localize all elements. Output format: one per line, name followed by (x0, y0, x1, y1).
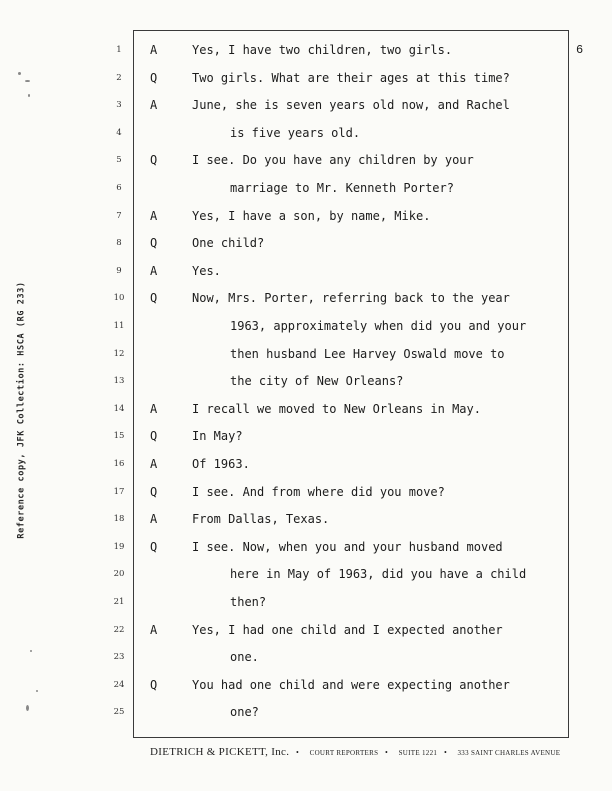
speaker-marker: A (150, 457, 158, 471)
line-number: 15 (113, 431, 125, 442)
speaker-marker: Q (150, 677, 158, 692)
transcript-text: one. (230, 650, 259, 665)
footer-separator: • (443, 748, 447, 757)
scan-speck (18, 72, 21, 75)
transcript-text: From Dallas, Texas. (192, 512, 330, 527)
speaker-marker: Q (150, 153, 158, 168)
side-stamp-text: Reference copy, JFK Collection: HSCA (RG 233) (17, 281, 28, 539)
line-number: 20 (113, 569, 125, 580)
transcript-text: 1963, approximately when did you and your (230, 319, 527, 333)
speaker-marker: A (150, 208, 158, 223)
footer-address: 333 SAINT CHARLES AVENUE (457, 749, 561, 757)
transcript-text: I see. Do you have any children by your (192, 153, 474, 168)
scan-speck (28, 94, 30, 97)
line-number: 9 (116, 265, 122, 276)
line-number: 23 (113, 652, 125, 663)
transcript-text: here in May of 1963, did you have a child (230, 567, 527, 582)
line-number: 8 (116, 238, 122, 249)
line-number: 11 (113, 321, 125, 331)
page-number: 6 (576, 43, 584, 57)
transcript-text: You had one child and were expecting another (192, 677, 510, 692)
speaker-marker: A (150, 512, 158, 527)
transcript-text: the city of New Orleans? (230, 374, 404, 389)
transcript-text: One child? (192, 236, 265, 251)
speaker-marker: Q (150, 539, 158, 554)
footer-services: COURT REPORTERS (309, 749, 379, 757)
line-number: 6 (116, 183, 122, 193)
line-number: 22 (113, 624, 125, 635)
speaker-marker: Q (150, 291, 158, 306)
line-number: 21 (113, 597, 125, 607)
scan-speck (26, 705, 29, 711)
speaker-marker: Q (150, 236, 158, 251)
transcript-text: Yes, I have a son, by name, Mike. (192, 208, 431, 223)
transcript-text: one? (230, 705, 259, 720)
line-number: 13 (113, 376, 125, 387)
transcript-text: I recall we moved to New Orleans in May. (192, 401, 481, 416)
page-frame-bottom-rule (133, 737, 569, 738)
line-number: 14 (113, 403, 125, 414)
transcript-text: then husband Lee Harvey Oswald move to (230, 346, 505, 361)
page-frame-right-rule (568, 30, 569, 738)
line-number: 24 (113, 679, 125, 690)
line-number: 1 (116, 45, 122, 55)
line-number: 18 (113, 514, 125, 525)
line-number: 12 (113, 348, 125, 359)
transcript-text: marriage to Mr. Kenneth Porter? (230, 181, 454, 195)
transcript-text: then? (230, 595, 267, 609)
transcript-text: is five years old. (230, 125, 361, 140)
line-number: 5 (116, 155, 122, 166)
speaker-marker: Q (150, 429, 158, 444)
transcript-text: Yes. (192, 263, 221, 278)
line-number: 2 (116, 72, 122, 83)
transcript-text: I see. Now, when you and your husband moved (192, 539, 503, 554)
scan-speck (30, 650, 32, 652)
speaker-marker: A (150, 98, 158, 113)
line-number: 10 (113, 293, 125, 304)
speaker-marker: A (150, 622, 158, 637)
speaker-marker: Q (150, 70, 158, 85)
transcript-text: Two girls. What are their ages at this time? (192, 70, 510, 85)
line-number: 7 (116, 210, 122, 221)
transcript-text: Yes, I have two children, two girls. (192, 43, 453, 57)
footer-suite: SUITE 1221 (398, 749, 438, 757)
line-number: 16 (113, 459, 125, 469)
line-number: 19 (113, 541, 125, 552)
footer (150, 746, 570, 758)
transcript-text: I see. And from where did you move? (192, 484, 445, 499)
transcript-text: Yes, I had one child and I expected another (192, 622, 503, 637)
page-frame-top-rule (133, 30, 569, 31)
speaker-marker: A (150, 401, 158, 416)
speaker-marker: A (150, 263, 158, 278)
side-stamp (4, 260, 40, 560)
scan-speck (36, 690, 38, 692)
speaker-marker: A (150, 43, 158, 57)
footer-company: DIETRICH & PICKETT, Inc. (150, 746, 290, 758)
line-number: 17 (113, 486, 125, 497)
transcript-text: In May? (192, 429, 243, 444)
transcript-text: June, she is seven years old now, and Rachel (192, 98, 510, 113)
line-number: 3 (116, 100, 122, 111)
page-frame-left-rule (133, 30, 134, 738)
transcript-text: Of 1963. (192, 457, 250, 471)
scan-speck (25, 80, 30, 82)
line-number: 4 (116, 127, 122, 138)
transcript-text: Now, Mrs. Porter, referring back to the year (192, 291, 510, 306)
footer-separator: • (385, 748, 388, 757)
speaker-marker: Q (150, 484, 158, 499)
line-number: 25 (113, 707, 125, 718)
footer-separator: • (296, 748, 299, 757)
